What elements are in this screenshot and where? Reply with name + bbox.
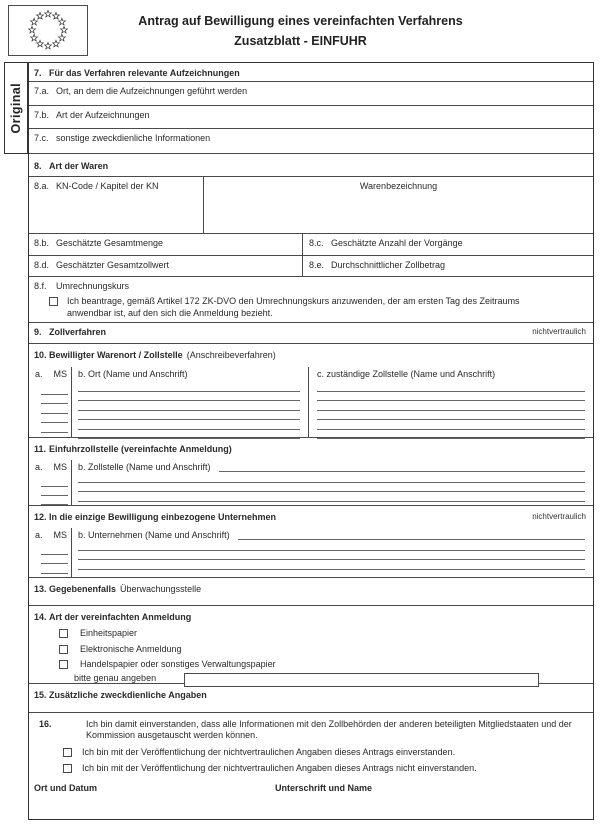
field-8f-number: 8.f. xyxy=(34,281,47,291)
section-15[interactable] xyxy=(29,684,593,713)
field-7b[interactable] xyxy=(29,106,593,129)
section-14 xyxy=(29,606,593,684)
copy-label-tab xyxy=(4,62,28,154)
section-9-number: 9. xyxy=(34,327,42,337)
section-10-title-suffix: (Anschreibeverfahren) xyxy=(186,350,276,360)
field-8d[interactable] xyxy=(29,256,303,276)
field-7a-label: Ort, an dem die Aufzeichnungen geführt werden xyxy=(56,86,248,96)
section-8-header xyxy=(29,154,593,177)
write-in-line[interactable] xyxy=(78,541,585,551)
field-8a-code-cell[interactable] xyxy=(29,177,204,233)
section-8-number: 8. xyxy=(34,161,42,171)
section-8-title: Art der Waren xyxy=(49,161,109,171)
field-7c[interactable] xyxy=(29,129,593,154)
single-document-checkbox[interactable] xyxy=(59,629,68,638)
field-7c-label: sonstige zweckdienliche Informationen xyxy=(56,133,211,143)
exchange-rate-checkbox[interactable] xyxy=(49,297,58,306)
write-in-line[interactable] xyxy=(317,382,585,392)
write-in-line[interactable] xyxy=(78,483,585,493)
write-in-line[interactable] xyxy=(317,420,585,430)
section-7-title: Für das Verfahren relevante Aufzeichnungen xyxy=(49,68,240,78)
ms-write-in-line[interactable] xyxy=(41,545,68,555)
section-9-title: Zollverfahren xyxy=(49,327,107,337)
non-confidential-badge-12: nichtvertraulich xyxy=(532,512,586,521)
section-10-number: 10. xyxy=(34,350,47,360)
publication-consent-label: Ich bin mit der Veröffentlichung der nichtvertraulichen Angaben dieses Antrags einverstanden. xyxy=(82,746,456,757)
ms-write-in-line[interactable] xyxy=(41,564,68,574)
field-8f xyxy=(29,277,593,323)
column-b-label: b. Ort (Name und Anschrift) xyxy=(78,369,188,379)
section-11-ms-column xyxy=(29,460,72,505)
field-8b-number: 8.b. xyxy=(34,238,50,248)
section-11-title: Einfuhrzollstelle (vereinfachte Anmeldung) xyxy=(49,444,232,454)
ms-write-in-line[interactable] xyxy=(41,477,68,486)
write-in-line[interactable] xyxy=(78,551,585,561)
section-7-header xyxy=(29,63,593,82)
section-11 xyxy=(29,438,593,506)
section-16 xyxy=(29,713,593,817)
section-14-title: Art der vereinfachten Anmeldung xyxy=(49,612,192,622)
form-title-line2: Zusatzblatt - EINFUHR xyxy=(234,34,367,48)
fields-8d-8e xyxy=(29,256,593,277)
field-8c-label: Geschätzte Anzahl der Vorgänge xyxy=(331,238,463,248)
field-8e-label: Durchschnittlicher Zollbetrag xyxy=(331,260,446,270)
write-in-line[interactable] xyxy=(78,392,300,402)
publication-refusal-checkbox[interactable] xyxy=(63,764,72,773)
form-title xyxy=(0,11,601,51)
field-8e[interactable] xyxy=(303,256,593,276)
column-b-label: b. Zollstelle (Name und Anschrift) xyxy=(78,462,211,472)
field-8a xyxy=(29,177,593,234)
column-c-label: c. zuständige Zollstelle (Name und Anschrift) xyxy=(317,369,496,379)
section-12 xyxy=(29,506,593,578)
section-13[interactable] xyxy=(29,578,593,606)
section-12-title: In die einzige Bewilligung einbezogene Unternehmen xyxy=(49,512,277,522)
field-8d-number: 8.d. xyxy=(34,260,50,270)
section-14-number: 14. xyxy=(34,612,47,622)
ms-write-in-line[interactable] xyxy=(41,555,68,565)
form-body xyxy=(28,62,594,820)
write-in-line[interactable] xyxy=(238,539,585,540)
place-date-label: Ort und Datum xyxy=(34,783,97,793)
section-10-title: Bewilligter Warenort / Zollstelle xyxy=(49,350,183,360)
section-7-number: 7. xyxy=(34,68,42,78)
section-11-number: 11. xyxy=(34,444,47,454)
column-b-label: b. Unternehmen (Name und Anschrift) xyxy=(78,530,230,540)
field-8a-label: KN-Code / Kapitel der KN xyxy=(56,181,159,191)
electronic-declaration-checkbox[interactable] xyxy=(59,645,68,654)
field-8d-label: Geschätzter Gesamtzollwert xyxy=(56,260,170,270)
exchange-rate-checkbox-label: Ich beantrage, gemäß Artikel 172 ZK-DVO den Umrechnungskurs anzuwenden, der am ersten Tag des Zeitraums anwendbar ist, auf den sich die Anmeldung bezieht. xyxy=(67,296,520,318)
field-8f-label: Umrechnungskurs xyxy=(56,281,130,291)
ms-write-in-line[interactable] xyxy=(41,404,68,414)
field-7b-label: Art der Aufzeichnungen xyxy=(56,110,150,120)
field-8c[interactable] xyxy=(303,234,593,255)
column-ms-label: MS xyxy=(53,530,68,540)
section-13-suffix: Überwachungsstelle xyxy=(120,584,202,594)
write-in-line[interactable] xyxy=(317,401,585,411)
write-in-line[interactable] xyxy=(78,473,585,483)
column-a-label: a. xyxy=(35,369,43,379)
field-7b-number: 7.b. xyxy=(34,110,50,120)
write-in-line[interactable] xyxy=(78,492,585,502)
write-in-line[interactable] xyxy=(78,560,585,570)
field-7a-number: 7.a. xyxy=(34,86,50,96)
electronic-declaration-label: Elektronische Anmeldung xyxy=(80,643,182,654)
section-13-title: Gegebenenfalls xyxy=(49,584,117,594)
section-12-ms-column xyxy=(29,528,72,577)
column-ms-label: MS xyxy=(53,462,68,472)
section-15-number: 15. xyxy=(34,690,47,700)
commercial-document-label: Handelspapier oder sonstiges Verwaltungspapier xyxy=(80,659,276,670)
section-16-number: 16. xyxy=(39,719,52,729)
field-8b-label: Geschätzte Gesamtmenge xyxy=(56,238,164,248)
section-10-place-column xyxy=(72,367,309,437)
column-a-label: a. xyxy=(35,462,43,472)
signature-name-label: Unterschrift und Name xyxy=(275,783,373,793)
write-in-line[interactable] xyxy=(78,411,300,421)
field-8a-goods-cell[interactable] xyxy=(204,177,593,233)
copy-label: Original xyxy=(9,82,23,134)
column-a-label: a. xyxy=(35,530,43,540)
write-in-line[interactable] xyxy=(78,382,300,392)
ms-write-in-line[interactable] xyxy=(41,487,68,496)
section-10-office-column xyxy=(309,367,593,437)
ms-write-in-line[interactable] xyxy=(41,423,68,433)
goods-description-label: Warenbezeichnung xyxy=(359,181,438,191)
section-12-company-column xyxy=(72,528,593,577)
field-7c-number: 7.c. xyxy=(34,133,49,143)
section-10-ms-column xyxy=(29,367,72,437)
section-11-office-column xyxy=(72,460,593,505)
ms-write-in-line[interactable] xyxy=(41,385,68,395)
specify-label: bitte genau angeben xyxy=(74,672,157,683)
write-in-line[interactable] xyxy=(317,392,585,402)
form-title-line1: Antrag auf Bewilligung eines vereinfachten Verfahrens xyxy=(138,14,463,28)
write-in-line[interactable] xyxy=(78,401,300,411)
column-ms-label: MS xyxy=(53,369,68,379)
consent-statement: Ich bin damit einverstanden, dass alle Informationen mit den Zollbehörden der anderen beteiligten Mitgliedstaaten und der Kommission ausgetauscht werden können. xyxy=(86,719,572,741)
write-in-line[interactable] xyxy=(317,411,585,421)
fields-8b-8c xyxy=(29,234,593,256)
field-8c-number: 8.c. xyxy=(309,238,324,248)
publication-consent-checkbox[interactable] xyxy=(63,748,72,757)
section-10 xyxy=(29,344,593,438)
write-in-line[interactable] xyxy=(219,471,585,472)
non-confidential-badge-9: nichtvertraulich xyxy=(532,327,586,336)
field-8a-number: 8.a. xyxy=(34,181,50,191)
commercial-document-checkbox[interactable] xyxy=(59,660,68,669)
write-in-line[interactable] xyxy=(78,420,300,430)
section-15-title: Zusätzliche zweckdienliche Angaben xyxy=(49,690,207,700)
field-8b[interactable] xyxy=(29,234,303,255)
field-7a[interactable] xyxy=(29,82,593,106)
section-12-number: 12. xyxy=(34,512,47,522)
section-9[interactable] xyxy=(29,323,593,344)
publication-refusal-label: Ich bin mit der Veröffentlichung der nichtvertraulichen Angaben dieses Antrags nicht einverstanden. xyxy=(82,762,477,773)
ms-write-in-line[interactable] xyxy=(41,496,68,505)
ms-write-in-line[interactable] xyxy=(41,395,68,405)
field-8e-number: 8.e. xyxy=(309,260,325,270)
ms-write-in-line[interactable] xyxy=(41,414,68,424)
section-13-number: 13. xyxy=(34,584,47,594)
single-document-label: Einheitspapier xyxy=(80,627,138,638)
